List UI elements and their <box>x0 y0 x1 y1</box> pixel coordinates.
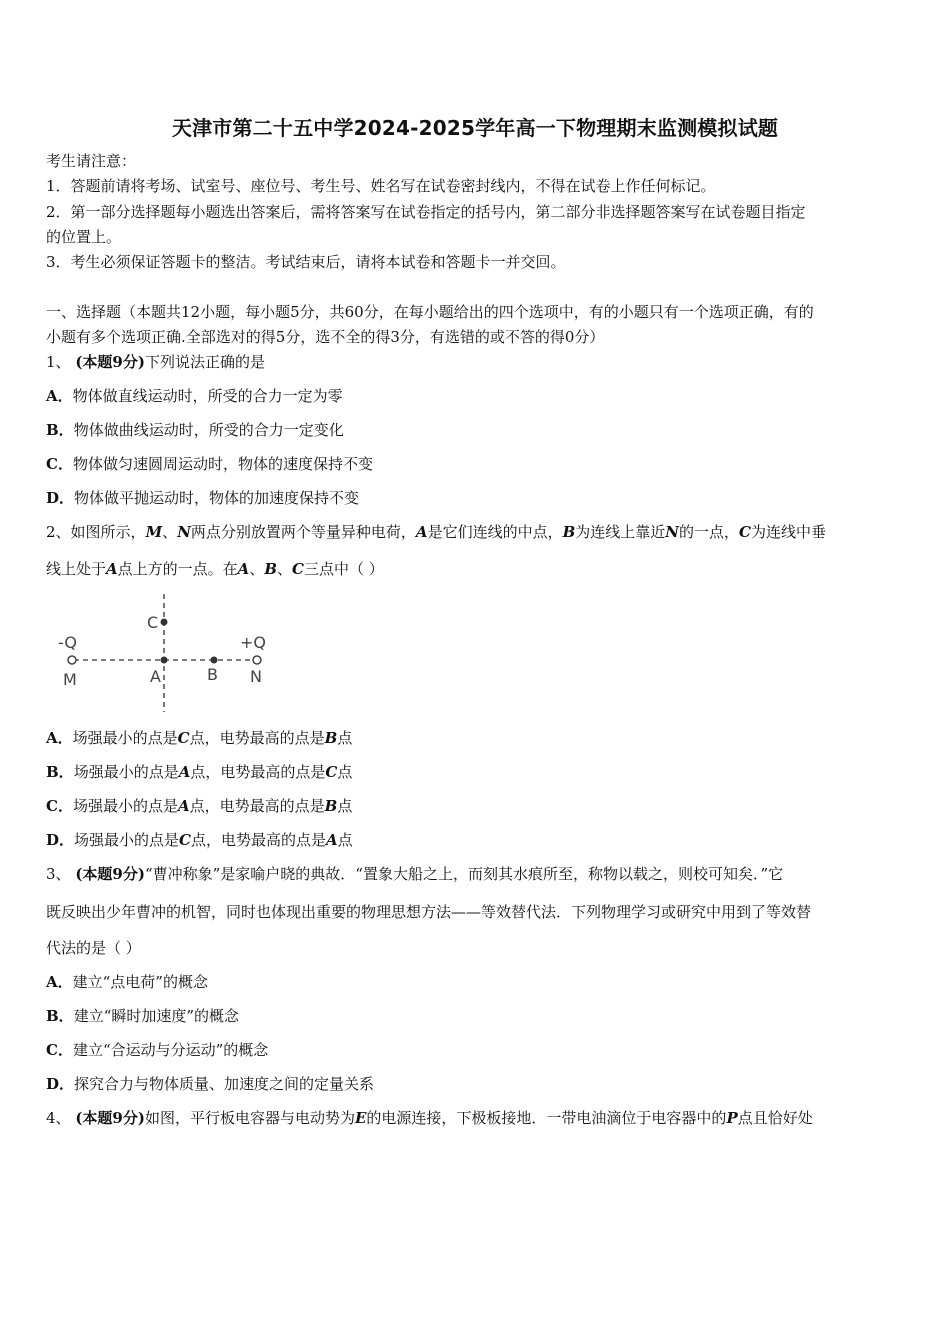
option-text: 物体做匀速圆周运动时，物体的速度保持不变 <box>72 455 373 473</box>
question-text: 的电源连接，下极板接地．一带电油滴位于电容器中的 <box>366 1109 727 1127</box>
label-m: M <box>63 670 77 689</box>
question-number: 1、 <box>46 353 71 371</box>
q2-option-a[interactable] <box>46 728 352 748</box>
question-text: 点且恰好处 <box>737 1109 813 1127</box>
question-text: 的一点， <box>679 523 740 541</box>
option-text: 场强最小的点是 <box>72 797 178 815</box>
option-point: B <box>324 729 338 747</box>
option-letter: D． <box>46 831 75 849</box>
q1-option-a[interactable] <box>46 386 343 406</box>
notice-item-2-cont: 的位置上。 <box>46 228 122 246</box>
question-1-stem <box>46 352 265 372</box>
option-text: 点，电势最高的点是 <box>189 729 325 747</box>
option-letter: C． <box>46 797 73 815</box>
question-text: 下列说法正确的是 <box>144 353 265 371</box>
option-text: 物体做曲线运动时，所受的合力一定变化 <box>73 421 344 439</box>
option-text: 点 <box>337 831 353 849</box>
left-charge-label: -Q <box>58 633 77 652</box>
option-text: 建立“点电荷”的概念 <box>72 973 208 991</box>
separator: 、 <box>249 560 265 578</box>
option-letter: A． <box>46 387 73 405</box>
q3-option-a[interactable] <box>46 972 208 992</box>
right-charge-label: +Q <box>240 633 266 652</box>
question-text: 如图所示， <box>70 523 146 541</box>
section-header-line-2: 小题有多个选项正确.全部选对的得5分，选不全的得3分，有选错的或不答的得0分） <box>46 328 605 346</box>
option-letter: A． <box>46 729 73 747</box>
notice-item-2: 2．第一部分选择题每小题选出答案后，需将答案写在试卷指定的括号内，第二部分非选择题答案写在试卷题目指定 <box>46 203 806 221</box>
question-text: 两点分别放置两个等量异种电荷， <box>190 523 416 541</box>
label-b: B <box>207 665 218 684</box>
question-text: 点上方的一点。在 <box>117 560 238 578</box>
option-letter: B． <box>46 421 74 439</box>
option-text: 物体做平抛运动时，物体的加速度保持不变 <box>74 489 360 507</box>
question-number: 2、 <box>46 523 71 541</box>
option-point: A <box>178 763 191 781</box>
point-c: C <box>739 523 751 541</box>
q1-option-b[interactable] <box>46 420 344 440</box>
charge-n-marker <box>253 656 261 664</box>
q2-option-d[interactable] <box>46 830 353 850</box>
point-c: C <box>292 560 304 578</box>
question-text: 是它们连线的中点， <box>427 523 563 541</box>
point-b: B <box>264 560 278 578</box>
question-3-stem-line-1 <box>46 864 783 884</box>
option-text: 场强最小的点是 <box>74 831 180 849</box>
point-m: M <box>145 523 163 541</box>
option-point: B <box>324 797 338 815</box>
question-number: 3、 <box>46 865 71 883</box>
option-text: 点 <box>337 797 353 815</box>
notice-heading: 考生请注意： <box>46 152 137 170</box>
option-text: 场强最小的点是 <box>73 763 179 781</box>
option-point: C <box>325 763 338 781</box>
question-text: 如图，平行板电容器与电动势为 <box>144 1109 355 1127</box>
point-c-dot <box>161 619 168 626</box>
option-letter: D． <box>46 1075 75 1093</box>
notice-item-1: 1．答题前请将考场、试室号、座位号、考生号、姓名写在试卷密封线内，不得在试卷上作任何标记。 <box>46 177 716 195</box>
question-3-stem-line-3: 代法的是（ ） <box>46 939 141 957</box>
question-text: 为连线上靠近 <box>575 523 666 541</box>
question-text: “曹冲称象”是家喻户晓的典故．“置象大船之上，而刻其水痕所至，称物以载之，则校可知矣．”它 <box>144 865 784 883</box>
label-c: C <box>147 613 159 632</box>
point-a: A <box>237 560 250 578</box>
option-letter: A． <box>46 973 73 991</box>
question-3-stem-line-2: 既反映出少年曹冲的机智，同时也体现出重要的物理思想方法——等效替代法．下列物理学习或研究中用到了等效替 <box>46 903 812 921</box>
option-text: 探究合力与物体质量、加速度之间的定量关系 <box>74 1075 375 1093</box>
separator: 、 <box>162 523 178 541</box>
page-title: 天津市第二十五中学2024-2025学年高一下物理期末监测模拟试题 <box>171 116 779 140</box>
q3-option-d[interactable] <box>46 1074 374 1094</box>
question-2-stem-line-1 <box>46 522 826 542</box>
option-text: 点 <box>337 729 353 747</box>
option-letter: C． <box>46 1041 73 1059</box>
question-text: 线上处于 <box>46 560 107 578</box>
q2-option-c[interactable] <box>46 796 352 816</box>
option-letter: B． <box>46 1007 74 1025</box>
q2-option-b[interactable] <box>46 762 352 782</box>
question-4-stem <box>46 1108 813 1128</box>
question-number: 4、 <box>46 1109 71 1127</box>
point-a: A <box>415 523 428 541</box>
option-point: A <box>326 831 338 849</box>
charges-diagram <box>50 590 280 715</box>
point-n: N <box>177 523 191 541</box>
option-text: 点，电势最高的点是 <box>190 763 326 781</box>
question-text: 为连线中垂 <box>750 523 826 541</box>
option-text: 点，电势最高的点是 <box>189 797 325 815</box>
option-letter: D． <box>46 489 75 507</box>
charge-m-marker <box>68 656 76 664</box>
option-letter: B． <box>46 763 74 781</box>
label-n: N <box>250 667 262 686</box>
option-letter: C． <box>46 455 73 473</box>
separator: 、 <box>277 560 293 578</box>
emf-symbol: E <box>354 1109 367 1127</box>
question-score: (本题9分) <box>75 1109 145 1127</box>
q1-option-d[interactable] <box>46 488 359 508</box>
option-text: 点 <box>337 763 353 781</box>
option-text: 场强最小的点是 <box>72 729 178 747</box>
point-b: B <box>562 523 576 541</box>
q3-option-b[interactable] <box>46 1006 239 1026</box>
question-text: 三点中（ ） <box>303 560 384 578</box>
option-text: 物体做直线运动时，所受的合力一定为零 <box>72 387 343 405</box>
option-text: 建立“瞬时加速度”的概念 <box>73 1007 240 1025</box>
option-point: C <box>179 831 191 849</box>
point-a: A <box>106 560 118 578</box>
point-a-dot <box>161 657 168 664</box>
q3-option-c[interactable] <box>46 1040 268 1060</box>
option-point: A <box>177 797 190 815</box>
question-score: (本题9分) <box>75 865 145 883</box>
point-p: P <box>726 1109 738 1127</box>
point-b-dot <box>211 657 218 664</box>
point-n: N <box>665 523 679 541</box>
label-a: A <box>150 667 161 686</box>
option-text: 建立“合运动与分运动”的概念 <box>72 1041 269 1059</box>
question-score: (本题9分) <box>75 353 145 371</box>
notice-item-3: 3．考生必须保证答题卡的整洁。考试结束后，请将本试卷和答题卡一并交回。 <box>46 253 566 271</box>
q1-option-c[interactable] <box>46 454 373 474</box>
question-2-stem-line-2 <box>46 559 384 579</box>
section-header-line-1: 一、选择题（本题共12小题，每小题5分，共60分，在每小题给出的四个选项中，有的小题只有一个选项正确，有的 <box>46 303 814 321</box>
option-text: 点，电势最高的点是 <box>190 831 326 849</box>
option-point: C <box>177 729 190 747</box>
